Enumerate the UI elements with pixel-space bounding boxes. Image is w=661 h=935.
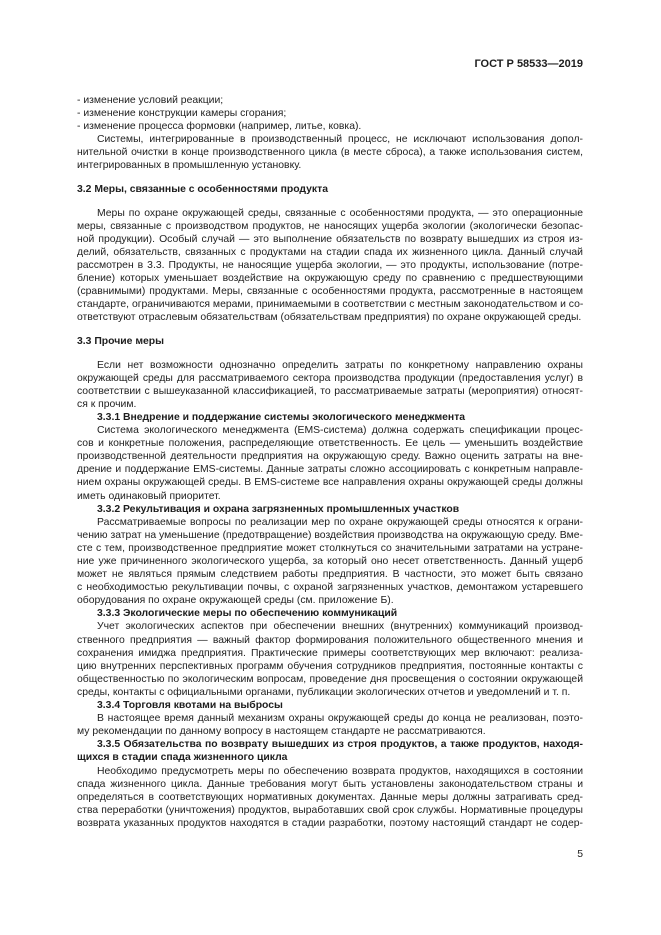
section-heading-3-3-4: 3.3.4 Торговля квотами на выбросы — [97, 700, 283, 712]
text-line: сов и конкретные положения, распределяющие ответственность. Ее цель — уменьшить воздействие — [77, 438, 583, 450]
text-line: оборудования по охране окружающей среды (см. приложение Б). — [77, 595, 394, 607]
page-number: 5 — [577, 849, 583, 860]
text-line: В настоящее время данный механизм охраны окружающей среды до конца не реализован, поэто- — [97, 713, 583, 725]
section-3-3-4-body — [77, 712, 583, 738]
text-line: меры, связанные с производством продуктов, не наносящих ущерба экологии (экологически безопас- — [77, 220, 583, 232]
text-line: спада жизненного цикла. Данные требования могут быть установлены законодательством страны и — [77, 778, 583, 790]
section-heading-3-2: 3.2 Меры, связанные с особенностями продукта — [77, 183, 329, 195]
text-line: дрение и поддержание EMS-системы. Данные затраты сложно ассоциировать с конкретным направле- — [77, 464, 583, 476]
text-line: Система экологического менеджмента (EMS-система) должна содержать спецификации процес- — [97, 425, 583, 437]
text-line: Рассматриваемые вопросы по реализации мер по охране окружающей среды относятся к ограни- — [97, 516, 583, 528]
text-line: общественностью по экологическим вопросам, проведение дня просвещения о состоянии окружающей — [77, 673, 583, 685]
list-item: - изменение конструкции камеры сгорания; — [77, 108, 287, 120]
text-line: нительной очистки в конце производственного цикла (в месте сброса), а также использования систем, — [77, 147, 583, 159]
text-line: интегрированных в промышленную установку. — [77, 160, 302, 172]
text-line: соответствии с вышеуказанной классификацией, то рассматриваемые затраты (мероприятия) относят- — [77, 385, 583, 397]
text-line: определяться в соответствующих нормативных документах. Данные меры должны затрагивать сред- — [77, 791, 583, 803]
text-line: Системы, интегрированные в производственный процесс, не исключают использования допол- — [97, 134, 583, 146]
text-line: ние уже причиненного экологического ущерба, за который оно несет ответственность. Данный ущерб — [77, 556, 583, 567]
text-line: нием охраны окружающей среды. В EMS-системе все направления охраны окружающей среды должны — [77, 477, 583, 489]
text-line: Меры по охране окружающей среды, связанные с особенностями продукта, — это операционные — [97, 207, 583, 219]
section-3-3-body — [77, 359, 583, 411]
text-line: с необходимостью рекультивации почвы, с охраной загрязненных участков, демонтажом устаревшего — [77, 582, 583, 594]
text-line: иметь одинаковый приоритет. — [77, 490, 221, 502]
text-line: делий, обязательств, связанных с продуктами на стадии спада их жизненного цикла. Данный случай — [77, 246, 583, 258]
document-header: ГОСТ Р 58533—2019 — [474, 58, 583, 70]
text-line: производственной деятельности предприятия на окружающую среду. Важно оценить затраты на вне- — [77, 451, 583, 463]
heading-line: щихся в стадии спада жизненного цикла — [77, 752, 288, 764]
text-line: Если нет возможности однозначно определить затраты по конкретному направлению охраны — [97, 359, 583, 371]
list-item: - изменение условий реакции; — [77, 95, 224, 106]
text-line: ответствуют отраслевым обязательствам (обязательствам предприятия) по охране окружающей среды. — [77, 312, 582, 324]
text-line: сохранения имиджа предприятия. Практические примеры соответствующих мер включают: реализа- — [77, 647, 583, 659]
paragraph-systems — [77, 133, 583, 172]
section-heading-3-3: 3.3 Прочие меры — [77, 335, 165, 347]
heading-line: 3.3.5 Обязательства по возврату вышедших из строя продуктов, а также продуктов, находя- — [97, 739, 583, 751]
text-line: стандарте, ограничиваются мерами, принимаемыми в соответствии с местным законодательством и со- — [77, 299, 583, 311]
text-line: Необходимо предусмотреть меры по обеспечению возврата продуктов, находящихся в состоянии — [97, 765, 583, 777]
text-line: цию внутренних перспективных программ обучения сотрудников предприятия, постоянные контакты с — [77, 660, 583, 672]
section-heading-3-3-3: 3.3.3 Экологические меры по обеспечению коммуникаций — [97, 608, 398, 620]
document-body — [77, 94, 583, 830]
text-line: бление) которых уменьшает воздействие на окружающую среду по сравнению с предшествующими — [77, 273, 583, 285]
text-line: ся к прочим. — [77, 398, 137, 410]
list-item: - изменение процесса формовки (например, литье, ковка). — [77, 121, 362, 133]
section-3-3-5-body — [77, 765, 583, 830]
section-3-3-3-body — [77, 620, 583, 699]
section-heading-3-3-5 — [77, 738, 583, 764]
text-line: окружающей среды для рассматриваемого сектора производства продукции (предоставления услуг) в — [77, 372, 583, 384]
text-line: среды, контакты с официальными органами, публикации экологических отчетов и уведомлений и т. п. — [77, 686, 571, 698]
section-3-3-1-body — [77, 424, 583, 503]
section-heading-3-3-2: 3.3.2 Рекультивация и охрана загрязненных промышленных участков — [97, 503, 460, 515]
text-line: Учет экологических аспектов при обеспечении внешних (внутренних) коммуникаций производ- — [97, 621, 583, 633]
text-line: чению затрат на уменьшение (предотвращение) воздействия производства на окружающую среду. Вме- — [77, 529, 583, 541]
text-line: му рекомендации по данному вопросу в настоящем стандарте не рассматриваются. — [77, 726, 486, 738]
text-line: рассмотрен в 3.3. Продукты, не наносящие ущерба экологии, — это продукты, использование (потре- — [77, 260, 583, 272]
text-line: возврата указанных продуктов находятся в стадии разработки, поэтому настоящий стандарт не содер- — [77, 817, 583, 829]
section-heading-3-3-1: 3.3.1 Внедрение и поддержание системы экологического менеджмента — [97, 411, 466, 423]
text-line: ственного предприятия — важный фактор формирования положительного общественного мнения и — [77, 634, 583, 646]
section-3-2-body — [77, 207, 583, 325]
text-line: ной продукции). Особый случай — это выполнение обязательств по возврату вышедших из строя из- — [77, 233, 583, 245]
text-line: ства переработки (уничтожения) продуктов, выработавших свой срок службы. Нормативные процедуры — [77, 804, 583, 816]
section-3-3-2-body — [77, 516, 583, 608]
text-line: сте с тем, производственное предприятие может столкнуться со значительными затратами на устране- — [77, 542, 583, 554]
text-line: (сравнимыми) продуктами. Меры, связанные с особенностями продукта, рассмотренные в настоящем — [77, 286, 583, 298]
text-line: может не являться прямым следствием работы предприятия. В частности, это может быть связано — [77, 569, 583, 581]
change-list — [77, 94, 583, 133]
